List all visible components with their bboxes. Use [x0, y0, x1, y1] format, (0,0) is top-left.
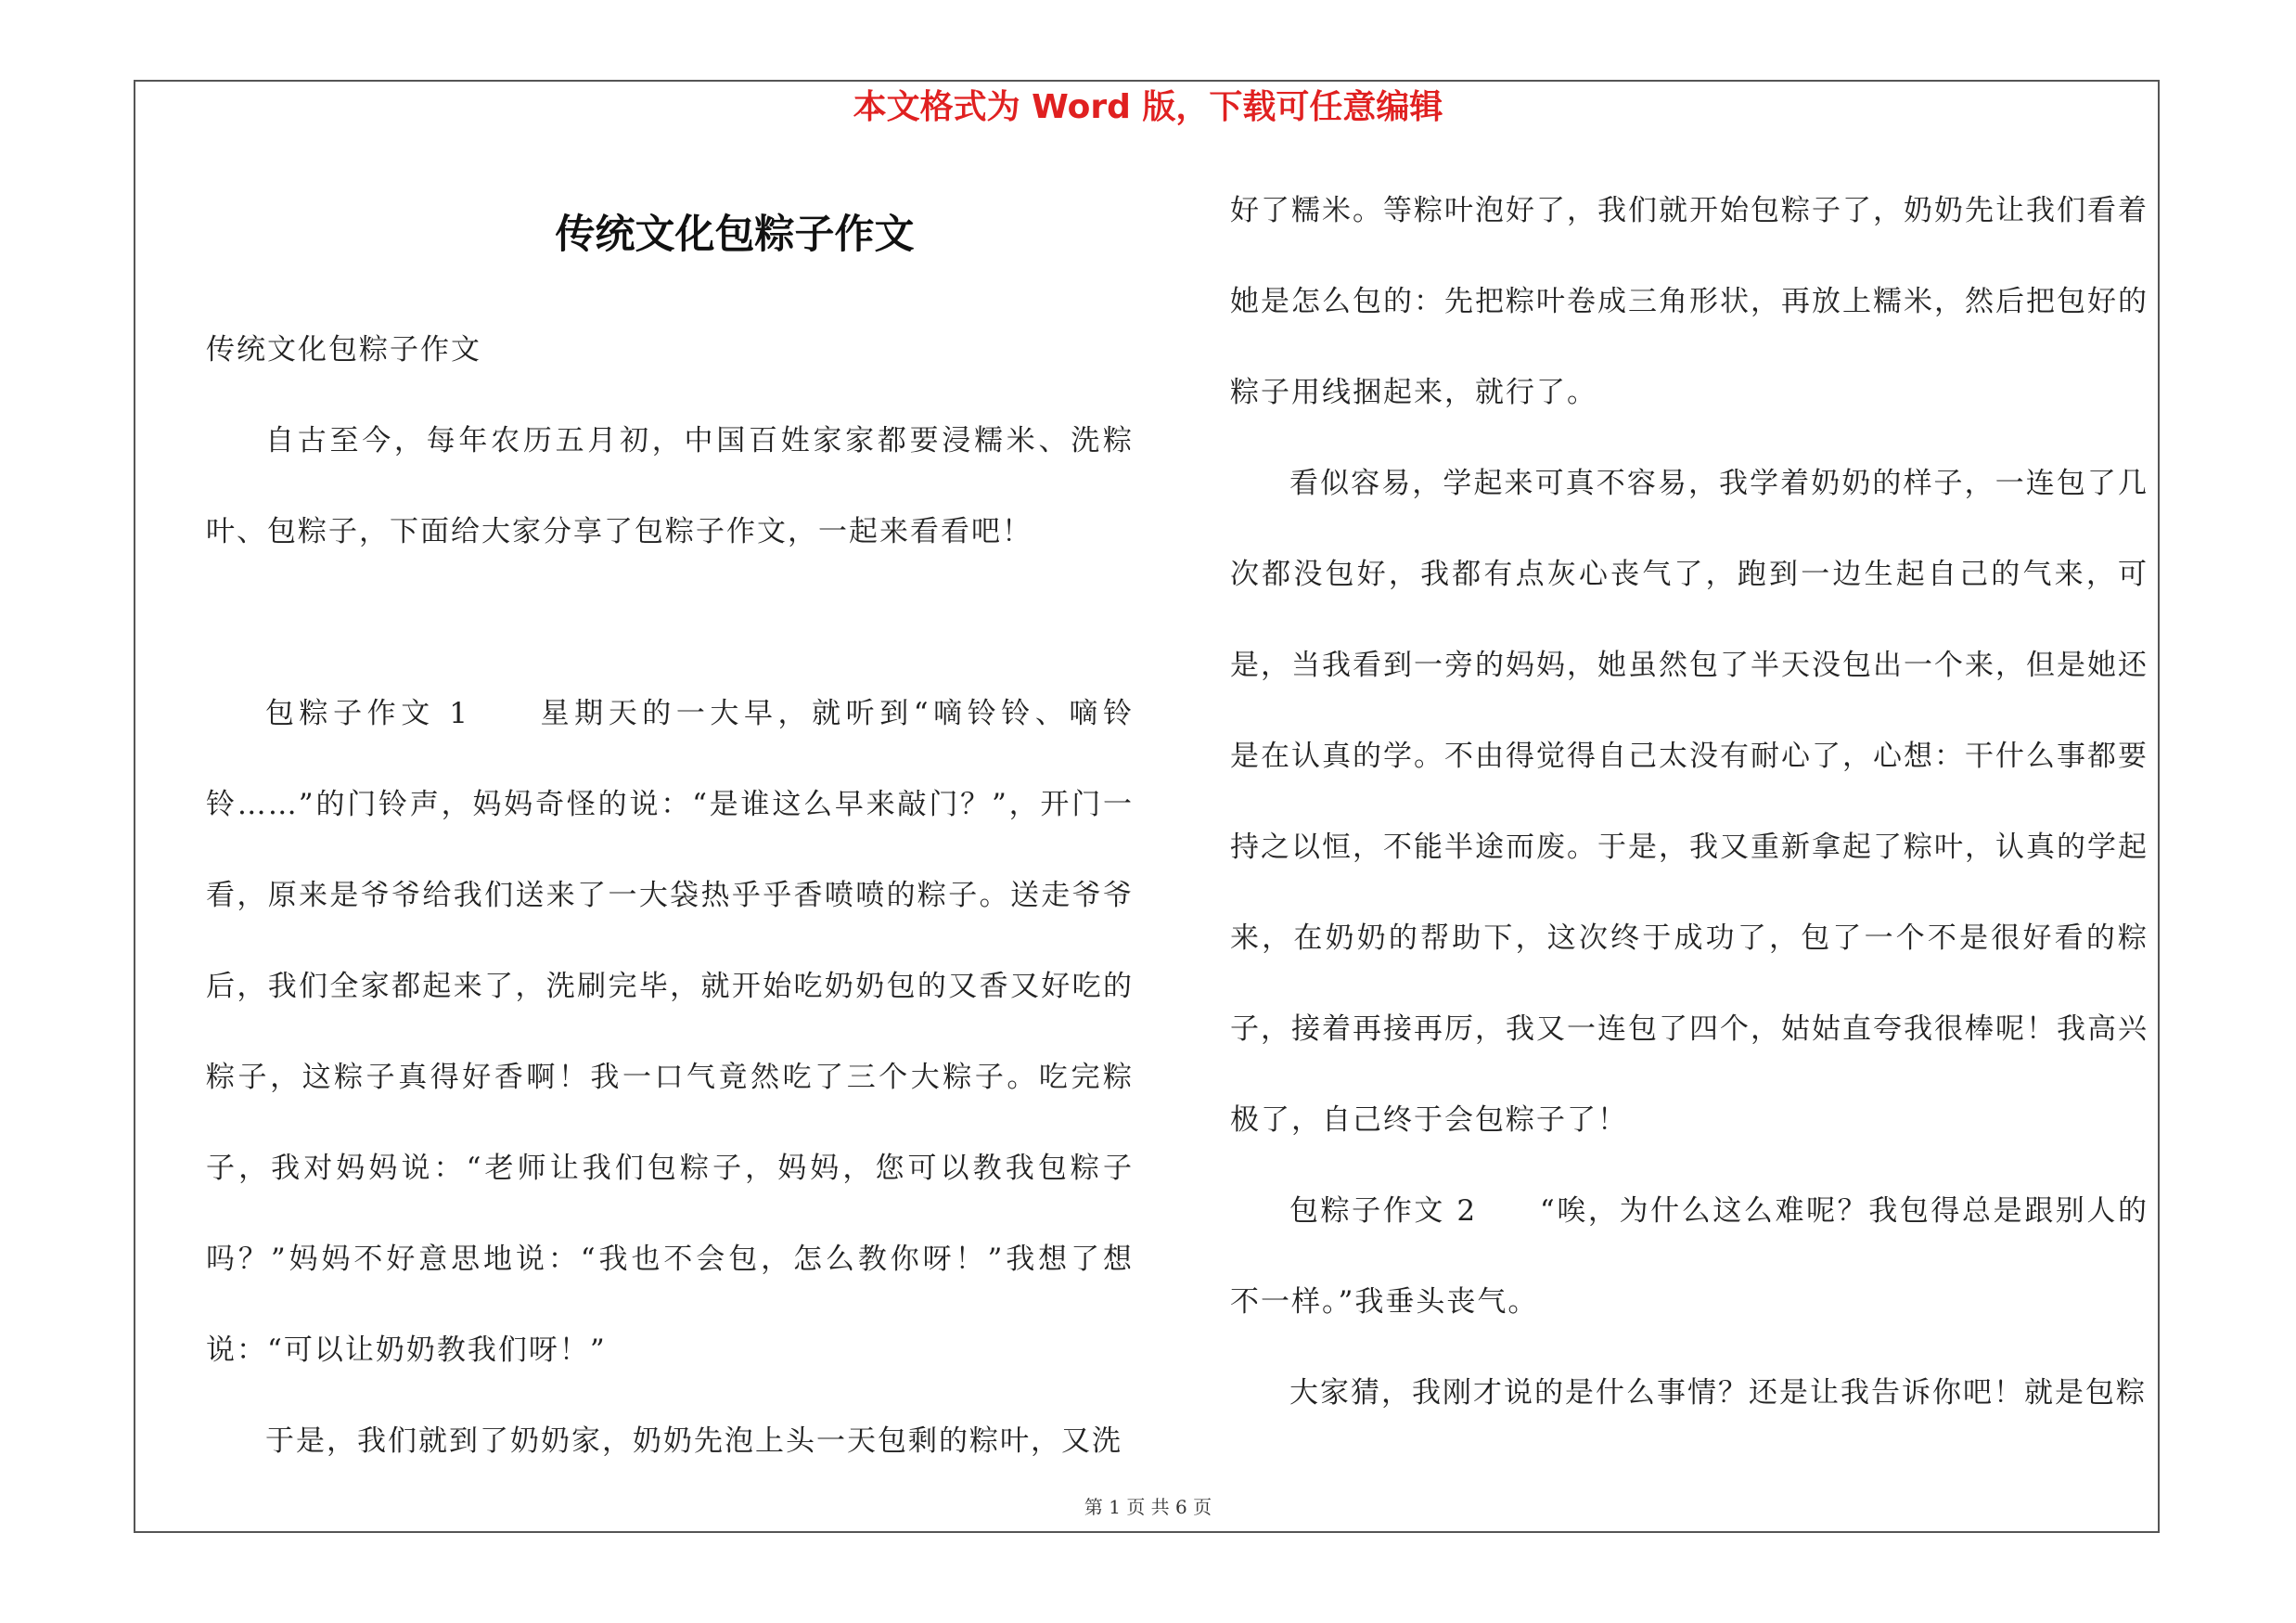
intro-paragraph: 自古至今，每年农历五月初，中国百姓家家都要浸糯米、洗粽叶、包粽子，下面给大家分享了包粽子作文，一起来看看吧！	[206, 424, 1134, 548]
page-number-footer: 第 1 页 共 6 页	[1084, 1496, 1212, 1518]
document-title: 传统文化包粽子作文	[555, 212, 915, 258]
essay1-paragraph-2-continued: 好了糯米。等粽叶泡好了，我们就开始包粽子了，奶奶先让我们看着她是怎么包的：先把粽叶卷成三角形状，再放上糯米，然后把包好的粽子用线捆起来，就行了。	[1230, 194, 2148, 409]
left-column	[206, 304, 1134, 1487]
right-column	[1230, 165, 2148, 1438]
essay2-paragraph-2: 大家猜，我刚才说的是什么事情？还是让我告诉你吧！就是包粽	[1289, 1376, 2147, 1410]
essay1-paragraph-3: 看似容易，学起来可真不容易，我学着奶奶的样子，一连包了几次都没包好，我都有点灰心丧气了，跑到一边生起自己的气来，可是，当我看到一旁的妈妈，她虽然包了半天没包出一个来，但是她还是在认真的学。不由得觉得自己太没有耐心了，心想：干什么事都要持之以恒，不能半途而废。于是，我又重新拿起了粽叶，认真的学起来，在奶奶的帮助下，这次终于成功了，包了一个不是很好看的粽子，接着再接再厉，我又一连包了四个，姑姑直夸我很棒呢！我高兴极了，自己终于会包粽子了！	[1230, 467, 2148, 1137]
subtitle-line: 传统文化包粽子作文	[206, 333, 481, 367]
essay1-paragraph-1: 包粽子作文 1 星期天的一大早，就听到“嘀铃铃、嘀铃铃……”的门铃声，妈妈奇怪的说：“是谁这么早来敲门？”，开门一看，原来是爷爷给我们送来了一大袋热乎乎香喷喷的粽子。送走爷爷后，我们全家都起来了，洗刷完毕，就开始吃奶奶包的又香又好吃的粽子，这粽子真得好香啊！我一口气竟然吃了三个大粽子。吃完粽子，我对妈妈说：“老师让我们包粽子，妈妈，您可以教我包粽子吗？”妈妈不好意思地说：“我也不会包，怎么教你呀！”我想了想说：“可以让奶奶教我们呀！”	[206, 697, 1134, 1367]
essay1-paragraph-2-start: 于是，我们就到了奶奶家，奶奶先泡上头一天包剩的粽叶，又洗	[265, 1424, 1122, 1458]
blank-spacer	[206, 577, 1134, 668]
format-banner: 本文格式为 Word 版，下载可任意编辑	[853, 88, 1443, 126]
essay2-paragraph-1: 包粽子作文 2 “唉，为什么这么难呢？我包得总是跟别人的不一样。”我垂头丧气。	[1230, 1194, 2148, 1319]
